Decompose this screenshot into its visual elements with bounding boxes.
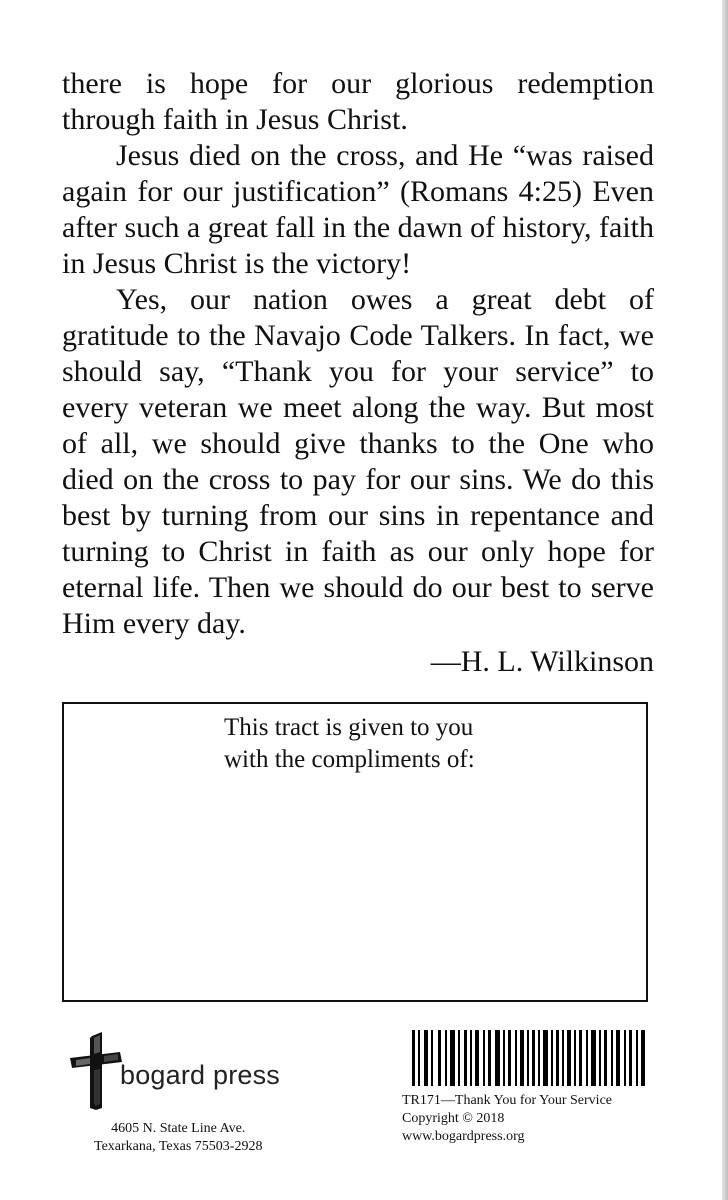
tract-body-text bbox=[62, 66, 654, 642]
paragraph-1: there is hope for our glorious redemption through faith in Jesus Christ. bbox=[62, 67, 654, 136]
compliments-box bbox=[62, 702, 648, 1002]
barcode-icon bbox=[412, 1030, 648, 1086]
product-code-title: TR171—Thank You for Your Service bbox=[402, 1093, 612, 1108]
compliments-line-1: This tract is given to you bbox=[224, 714, 474, 741]
paragraph-3: Yes, our nation owes a great debt of gratitude to the Navajo Code Talkers. In fact, we should say, “Thank you for your service” to every veteran we meet along the way. But most of all, we should give thanks to the One who died on the cross to pay for our sins. We do this best by turning from our sins in repentance and turning to Christ in faith as our only hope for eternal life. Then we should do our best to serve Him every day. bbox=[62, 283, 654, 640]
publisher-name: bogard press bbox=[120, 1060, 280, 1090]
compliments-text bbox=[224, 712, 475, 776]
product-info bbox=[402, 1092, 612, 1146]
page-edge-shadow bbox=[722, 0, 728, 1200]
copyright-notice: Copyright © 2018 bbox=[402, 1111, 505, 1126]
publisher-address bbox=[94, 1120, 262, 1156]
address-line-2: Texarkana, Texas 75503-2928 bbox=[94, 1139, 263, 1154]
paragraph-2: Jesus died on the cross, and He “was raised again for our justification” (Romans 4:25) Even after such a great fall in the dawn of history, faith in Jesus Christ is the victory! bbox=[62, 139, 655, 280]
address-line-1: 4605 N. State Line Ave. bbox=[111, 1121, 246, 1136]
author-signature: —H. L. Wilkinson bbox=[430, 645, 654, 678]
cross-logo-icon bbox=[68, 1032, 124, 1110]
publisher-logo bbox=[62, 1032, 302, 1112]
publisher-website: www.bogardpress.org bbox=[402, 1129, 525, 1144]
compliments-line-2: with the compliments of: bbox=[224, 746, 475, 773]
